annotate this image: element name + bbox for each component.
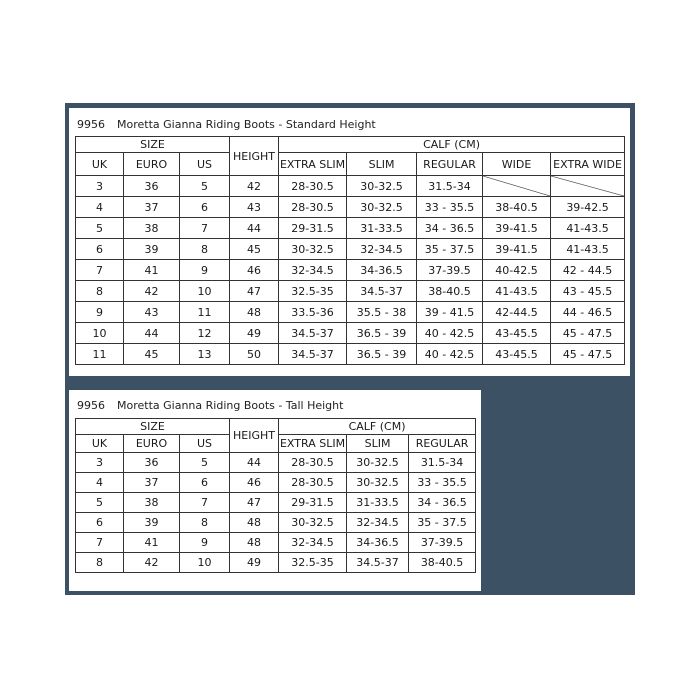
cell-euro: 37 xyxy=(124,473,180,493)
cell-slim: 36.5 - 39 xyxy=(347,344,417,365)
cell-uk: 8 xyxy=(76,281,124,302)
cell-regular: 40 - 42.5 xyxy=(417,323,483,344)
cell-extra-wide: 42 - 44.5 xyxy=(551,260,625,281)
cell-extra-slim: 28-30.5 xyxy=(279,176,347,197)
cell-slim: 32-34.5 xyxy=(347,239,417,260)
cell-us: 9 xyxy=(180,533,230,553)
table-row xyxy=(76,176,625,197)
cell-height: 49 xyxy=(230,553,279,573)
cell-extra-wide: 45 - 47.5 xyxy=(551,344,625,365)
cell-extra-slim: 32.5-35 xyxy=(279,281,347,302)
cell-height: 44 xyxy=(230,218,279,239)
cell-extra-slim: 28-30.5 xyxy=(279,453,347,473)
empty-slashed-cell xyxy=(483,176,551,197)
cell-regular: 34 - 36.5 xyxy=(409,493,476,513)
cell-euro: 42 xyxy=(124,553,180,573)
cell-uk: 4 xyxy=(76,197,124,218)
cell-extra-slim: 29-31.5 xyxy=(279,218,347,239)
cell-wide: 39-41.5 xyxy=(483,239,551,260)
table-row xyxy=(76,533,476,553)
cell-slim: 30-32.5 xyxy=(347,473,409,493)
cell-height: 48 xyxy=(230,302,279,323)
cell-uk: 7 xyxy=(76,260,124,281)
cell-slim: 34-36.5 xyxy=(347,533,409,553)
cell-regular: 37-39.5 xyxy=(409,533,476,553)
cell-euro: 37 xyxy=(124,197,180,218)
tall-table-caption xyxy=(77,399,343,412)
table-row xyxy=(76,239,625,260)
cell-height: 48 xyxy=(230,533,279,553)
cell-euro: 41 xyxy=(124,533,180,553)
cell-wide: 42-44.5 xyxy=(483,302,551,323)
cell-extra-slim: 30-32.5 xyxy=(279,513,347,533)
cell-us: 6 xyxy=(180,473,230,493)
cell-extra-slim: 32-34.5 xyxy=(279,260,347,281)
cell-regular: 31.5-34 xyxy=(417,176,483,197)
cell-extra-wide: 45 - 47.5 xyxy=(551,323,625,344)
column-header-euro: EURO xyxy=(124,153,180,176)
table-row xyxy=(76,553,476,573)
cell-us: 10 xyxy=(180,553,230,573)
cell-height: 49 xyxy=(230,323,279,344)
table-row xyxy=(76,260,625,281)
column-header-euro: EURO xyxy=(124,435,180,453)
cell-slim: 30-32.5 xyxy=(347,176,417,197)
column-header-uk: UK xyxy=(76,153,124,176)
calf-group-header: CALF (CM) xyxy=(279,419,476,435)
size-group-header: SIZE xyxy=(76,137,230,153)
cell-height: 42 xyxy=(230,176,279,197)
cell-us: 5 xyxy=(180,176,230,197)
cell-slim: 34.5-37 xyxy=(347,553,409,573)
cell-uk: 3 xyxy=(76,453,124,473)
cell-us: 7 xyxy=(180,218,230,239)
cell-euro: 36 xyxy=(124,453,180,473)
cell-wide: 41-43.5 xyxy=(483,281,551,302)
table-row xyxy=(76,281,625,302)
standard-table-caption xyxy=(77,118,376,131)
product-code: 9956 xyxy=(77,399,105,412)
cell-slim: 31-33.5 xyxy=(347,493,409,513)
cell-extra-slim: 34.5-37 xyxy=(279,323,347,344)
cell-euro: 36 xyxy=(124,176,180,197)
cell-wide: 40-42.5 xyxy=(483,260,551,281)
cell-us: 8 xyxy=(180,513,230,533)
cell-euro: 43 xyxy=(124,302,180,323)
column-header-extra-wide: EXTRA WIDE xyxy=(551,153,625,176)
empty-slashed-cell xyxy=(551,176,625,197)
tall-table-title: Moretta Gianna Riding Boots - Tall Height xyxy=(117,399,344,412)
cell-uk: 11 xyxy=(76,344,124,365)
cell-uk: 10 xyxy=(76,323,124,344)
cell-height: 50 xyxy=(230,344,279,365)
column-header-regular: REGULAR xyxy=(409,435,476,453)
table-row xyxy=(76,453,476,473)
table-row xyxy=(76,218,625,239)
cell-regular: 33 - 35.5 xyxy=(409,473,476,493)
cell-uk: 5 xyxy=(76,218,124,239)
cell-height: 47 xyxy=(230,493,279,513)
cell-height: 47 xyxy=(230,281,279,302)
table-row xyxy=(76,302,625,323)
cell-euro: 44 xyxy=(124,323,180,344)
cell-euro: 38 xyxy=(124,218,180,239)
cell-us: 7 xyxy=(180,493,230,513)
cell-slim: 30-32.5 xyxy=(347,453,409,473)
table-row xyxy=(76,323,625,344)
cell-height: 43 xyxy=(230,197,279,218)
cell-us: 5 xyxy=(180,453,230,473)
table-row xyxy=(76,344,625,365)
cell-slim: 34-36.5 xyxy=(347,260,417,281)
column-header-uk: UK xyxy=(76,435,124,453)
cell-regular: 31.5-34 xyxy=(409,453,476,473)
product-code: 9956 xyxy=(77,118,105,131)
column-header-regular: REGULAR xyxy=(417,153,483,176)
table-row xyxy=(76,493,476,513)
cell-slim: 32-34.5 xyxy=(347,513,409,533)
size-group-header: SIZE xyxy=(76,419,230,435)
cell-us: 13 xyxy=(180,344,230,365)
cell-wide: 43-45.5 xyxy=(483,323,551,344)
cell-wide: 43-45.5 xyxy=(483,344,551,365)
column-header-slim: SLIM xyxy=(347,435,409,453)
cell-extra-wide: 41-43.5 xyxy=(551,239,625,260)
cell-height: 44 xyxy=(230,453,279,473)
cell-extra-wide: 44 - 46.5 xyxy=(551,302,625,323)
column-header-slim: SLIM xyxy=(347,153,417,176)
cell-us: 9 xyxy=(180,260,230,281)
table-row xyxy=(76,513,476,533)
cell-euro: 38 xyxy=(124,493,180,513)
cell-euro: 39 xyxy=(124,513,180,533)
cell-height: 46 xyxy=(230,473,279,493)
standard-size-table xyxy=(75,136,625,365)
cell-euro: 41 xyxy=(124,260,180,281)
cell-slim: 36.5 - 39 xyxy=(347,323,417,344)
cell-regular: 39 - 41.5 xyxy=(417,302,483,323)
cell-wide: 39-41.5 xyxy=(483,218,551,239)
cell-uk: 5 xyxy=(76,493,124,513)
cell-slim: 31-33.5 xyxy=(347,218,417,239)
cell-regular: 34 - 36.5 xyxy=(417,218,483,239)
cell-slim: 30-32.5 xyxy=(347,197,417,218)
table-row xyxy=(76,197,625,218)
cell-regular: 35 - 37.5 xyxy=(409,513,476,533)
table-row xyxy=(76,473,476,493)
cell-height: 45 xyxy=(230,239,279,260)
cell-uk: 7 xyxy=(76,533,124,553)
cell-wide: 38-40.5 xyxy=(483,197,551,218)
height-header: HEIGHT xyxy=(230,137,279,176)
column-header-extra-slim: EXTRA SLIM xyxy=(279,435,347,453)
cell-extra-slim: 33.5-36 xyxy=(279,302,347,323)
cell-uk: 8 xyxy=(76,553,124,573)
cell-regular: 35 - 37.5 xyxy=(417,239,483,260)
cell-us: 6 xyxy=(180,197,230,218)
column-header-us: US xyxy=(180,153,230,176)
cell-extra-slim: 29-31.5 xyxy=(279,493,347,513)
cell-us: 11 xyxy=(180,302,230,323)
cell-extra-wide: 39-42.5 xyxy=(551,197,625,218)
standard-table-title: Moretta Gianna Riding Boots - Standard Height xyxy=(117,118,376,131)
cell-us: 12 xyxy=(180,323,230,344)
cell-uk: 3 xyxy=(76,176,124,197)
cell-height: 46 xyxy=(230,260,279,281)
cell-extra-slim: 32-34.5 xyxy=(279,533,347,553)
cell-extra-slim: 32.5-35 xyxy=(279,553,347,573)
cell-slim: 35.5 - 38 xyxy=(347,302,417,323)
calf-group-header: CALF (CM) xyxy=(279,137,625,153)
cell-regular: 37-39.5 xyxy=(417,260,483,281)
cell-extra-slim: 30-32.5 xyxy=(279,239,347,260)
cell-extra-slim: 28-30.5 xyxy=(279,473,347,493)
cell-euro: 45 xyxy=(124,344,180,365)
cell-euro: 42 xyxy=(124,281,180,302)
cell-regular: 38-40.5 xyxy=(417,281,483,302)
cell-uk: 9 xyxy=(76,302,124,323)
cell-uk: 6 xyxy=(76,239,124,260)
cell-extra-slim: 34.5-37 xyxy=(279,344,347,365)
cell-euro: 39 xyxy=(124,239,180,260)
column-header-extra-slim: EXTRA SLIM xyxy=(279,153,347,176)
height-header: HEIGHT xyxy=(230,419,279,453)
cell-regular: 38-40.5 xyxy=(409,553,476,573)
column-header-wide: WIDE xyxy=(483,153,551,176)
cell-regular: 33 - 35.5 xyxy=(417,197,483,218)
tall-size-table xyxy=(75,418,476,573)
column-header-us: US xyxy=(180,435,230,453)
cell-uk: 6 xyxy=(76,513,124,533)
cell-regular: 40 - 42.5 xyxy=(417,344,483,365)
cell-us: 10 xyxy=(180,281,230,302)
cell-us: 8 xyxy=(180,239,230,260)
cell-slim: 34.5-37 xyxy=(347,281,417,302)
cell-height: 48 xyxy=(230,513,279,533)
cell-extra-slim: 28-30.5 xyxy=(279,197,347,218)
cell-extra-wide: 43 - 45.5 xyxy=(551,281,625,302)
cell-extra-wide: 41-43.5 xyxy=(551,218,625,239)
cell-uk: 4 xyxy=(76,473,124,493)
